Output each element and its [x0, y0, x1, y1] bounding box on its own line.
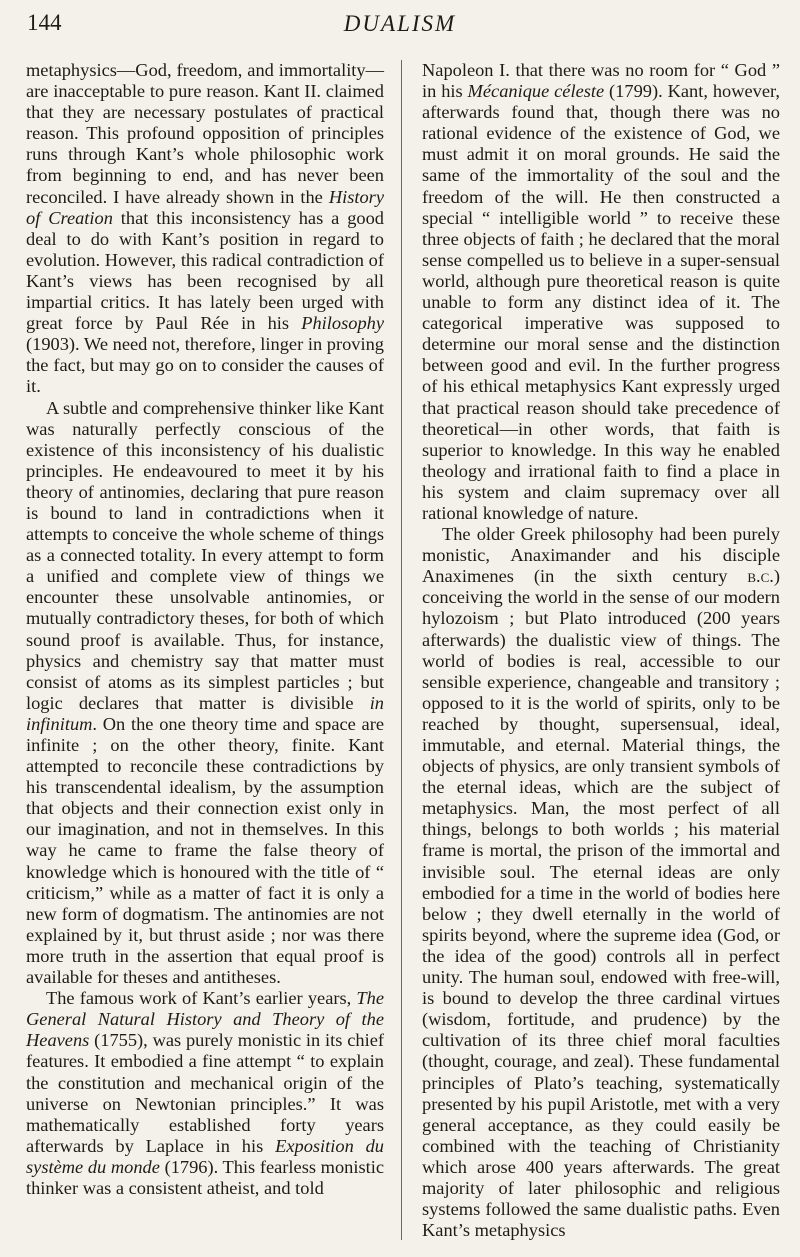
right-column: [422, 60, 780, 1241]
left-column: [26, 60, 384, 1199]
text-run: The older Greek philosophy had been purely monistic, Anaximander and his disciple Anaximenes (in the sixth century: [422, 524, 780, 587]
page-number: 144: [27, 10, 62, 35]
paragraph: [26, 988, 384, 1199]
italic-title: Exposition du système du monde: [26, 1135, 384, 1177]
paragraph: [26, 398, 384, 989]
text-run: (1755), was purely monistic in its chief features. It embodied a fine attempt “ to explain the constitution and mechanical origin of the universe on Newtonian principles.” It was mathematically established forty years afterwards by Laplace in his: [26, 1030, 384, 1156]
running-title: DUALISM: [343, 11, 457, 36]
italic-title: The General Natural History and Theory of the Heavens: [26, 988, 384, 1051]
small-caps-text: b.c.: [747, 566, 774, 587]
italic-title: Philosophy: [301, 313, 384, 334]
text-run: (1903). We need not, therefore, linger in proving the fact, but may go on to consider the causes of it.: [26, 334, 384, 397]
text-run: ) conceiving the world in the sense of our modern hylozoism ; but Plato introduced (200 years afterwards) the dualistic view of things. The world of bodies is real, accessible to our sensible experience, changeable and transitory ; opposed to it is the world of spirits, only to be reached by thought, supersensual, ideal, immutable, and eternal. Material things, the objects of physics, are only transient symbols of the eternal ideas, which are the subject of metaphysics. Man, the most perfect of all things, belongs to both worlds ; his material frame is mortal, the prison of the immortal and invisible soul. The eternal ideas are only embodied for a time in the world of bodies here below ; they dwell eternally in the world of spirits beyond, where the supreme idea (God, or the idea of the good) controls all in perfect unity. The human soul, endowed with free-will, is bound to develop the three cardinal virtues (wisdom, fortitude, and prudence) by the cultivation of its three chief moral faculties (thought, courage, and zeal). These fundamental principles of Plato’s teaching, systematically presented by his pupil Aristotle, met with a very general acceptance, as they could easily be combined with the teaching of Christianity which arose 400 years afterwards. The great majority of later philosophic and religious systems followed the same dualistic paths. Even Kant’s metaphysics: [422, 566, 780, 1241]
text-run: (1796). This fearless monistic thinker was a consistent atheist, and told: [26, 1156, 385, 1198]
page-header: [0, 6, 800, 50]
text-run: . On the one theory time and space are infinite ; on the other theory, finite. Kant attempted to reconcile these contradictions by his transcendental idealism, by the assumption that objects and their connection exist only in our imagination, and not in themselves. In this way he came to frame the false theory of knowledge which is honoured with the title of “ criticism,” while as a matter of fact it is only a new form of dogmatism. The antinomies are not explained by it, but thrust aside ; nor was there more truth in the assertion that equal proof is available for theses and antitheses.: [26, 713, 384, 988]
text-run: Napoleon I. that there was no room for “ God ” in his: [422, 60, 780, 102]
paragraph: [422, 524, 780, 1241]
text-run: (1799). Kant, however, afterwards found that, though there was no rational evidence of the existence of God, we must admit it on moral grounds. He said the same of the immortality of the soul and the freedom of the will. He then constructed a special “ intelligible world ” to receive these three objects of faith ; he declared that the moral sense compelled us to believe in a super-sensual world, although pure theoretical reason is quite unable to form any distinct idea of it. The categorical imperative was supposed to determine our moral sense and the distinction between good and evil. In the further progress of his ethical metaphysics Kant expressly urged that practical reason should take precedence of theoretical—in other words, that faith is superior to knowledge. In this way he enabled theology and irrational faith to find a place in his system and claim supremacy over all rational knowledge of nature.: [422, 81, 780, 523]
column-divider: [401, 60, 402, 1240]
text-run: metaphysics—God, freedom, and immortality—are inacceptable to pure reason. Kant II. claimed that they are necessary postulates of practical reason. This profound opposition of principles runs through Kant’s whole philosophic work from beginning to end, and has never been reconciled. I have already shown in the: [26, 60, 384, 207]
text-run: The famous work of Kant’s earlier years,: [46, 988, 357, 1009]
text-run: A subtle and comprehensive thinker like Kant was naturally perfectly conscious of the existence of this inconsistency of his dualistic principles. He endeavoured to meet it by his theory of antinomies, declaring that pure reason is bound to land in contradictions when it attempts to conceive the whole scheme of things as a connected totality. In every attempt to form a unified and complete view of things we encounter these unsolvable antinomies, or mutually contradictory theses, for both of which sound proof is available. Thus, for instance, physics and chemistry say that matter must consist of atoms as its simplest particles ; but logic declares that matter is divisible: [26, 397, 384, 713]
italic-title: in infinitum: [26, 692, 384, 734]
italic-title: History of Creation: [26, 186, 384, 228]
text-run: that this inconsistency has a good deal to do with Kant’s position in regard to evolution. However, this radical contradiction of Kant’s views has been recognised by all impartial critics. It has lately been urged with great force by Paul Rée in his: [26, 207, 384, 334]
paragraph: [26, 60, 384, 398]
paragraph: [422, 60, 780, 524]
italic-title: Mécanique céleste: [467, 81, 605, 102]
